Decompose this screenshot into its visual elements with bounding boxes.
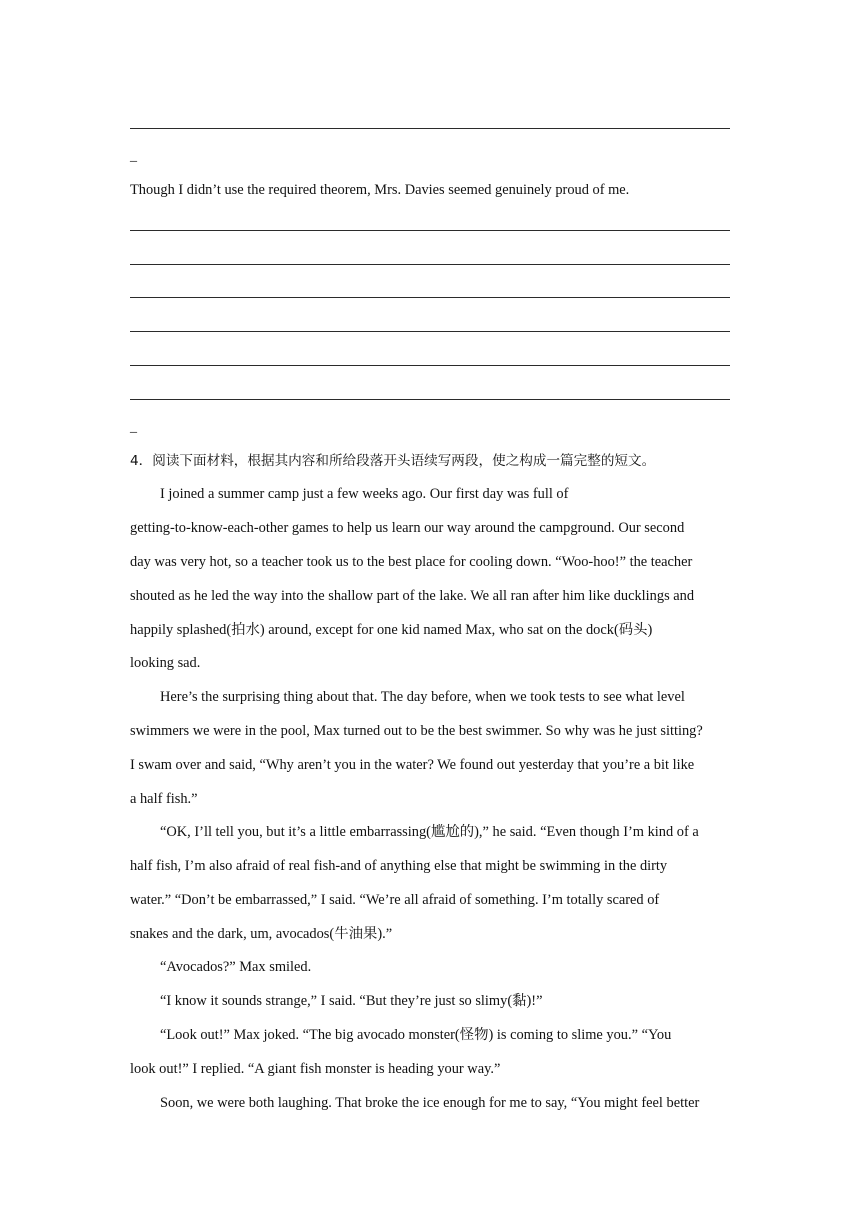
passage-line: half fish, I’m also afraid of real fish-and of anything else that might be swimming in the dirty bbox=[130, 858, 668, 874]
passage-line: “OK, I’ll tell you, but it’s a little embarrassing(尴尬的),” he said. “Even though I’m kind of a bbox=[160, 824, 699, 840]
answer-line-end: _ bbox=[130, 420, 137, 435]
passage-line: look out!” I replied. “A giant fish monster is heading your way.” bbox=[130, 1061, 501, 1077]
passage-line: day was very hot, so a teacher took us to the best place for cooling down. “Woo-hoo!” the teacher bbox=[130, 554, 693, 570]
passage-line: Soon, we were both laughing. That broke the ice enough for me to say, “You might feel better bbox=[160, 1095, 700, 1111]
answer-line bbox=[130, 297, 730, 298]
passage-line: “Look out!” Max joked. “The big avocado monster(怪物) is coming to slime you.” “You bbox=[160, 1027, 672, 1043]
answer-line bbox=[130, 399, 730, 400]
question-4-instruction: 4．阅读下面材料，根据其内容和所给段落开头语续写两段，使之构成一篇完整的短文。 bbox=[130, 453, 656, 469]
answer-line bbox=[130, 365, 730, 366]
passage-line: happily splashed(拍水) around, except for one kid named Max, who sat on the dock(码头) bbox=[130, 622, 653, 638]
passage-line: I swam over and said, “Why aren’t you in the water? We found out yesterday that you’re a bit like bbox=[130, 757, 695, 773]
answer-line bbox=[130, 230, 730, 231]
passage-line: looking sad. bbox=[130, 655, 201, 671]
answer-line bbox=[130, 264, 730, 265]
passage-line: a half fish.” bbox=[130, 791, 198, 807]
passage-line: snakes and the dark, um, avocados(牛油果).” bbox=[130, 926, 393, 942]
given-sentence: Though I didn’t use the required theorem, Mrs. Davies seemed genuinely proud of me. bbox=[130, 182, 630, 198]
answer-line-end: _ bbox=[130, 149, 137, 164]
passage-line: I joined a summer camp just a few weeks ago. Our first day was full of bbox=[160, 486, 569, 502]
passage-line: shouted as he led the way into the shallow part of the lake. We all ran after him like ducklings and bbox=[130, 588, 695, 604]
passage-line: getting-to-know-each-other games to help us learn our way around the campground. Our second bbox=[130, 520, 685, 536]
passage-line: water.” “Don’t be embarrassed,” I said. “We’re all afraid of something. I’m totally scared of bbox=[130, 892, 660, 908]
passage-line: “Avocados?” Max smiled. bbox=[160, 959, 312, 975]
passage-line: swimmers we were in the pool, Max turned out to be the best swimmer. So why was he just sitting? bbox=[130, 723, 703, 739]
answer-line bbox=[130, 331, 730, 332]
answer-line bbox=[130, 128, 730, 129]
passage-line: Here’s the surprising thing about that. The day before, when we took tests to see what level bbox=[160, 689, 685, 705]
passage-line: “I know it sounds strange,” I said. “But they’re just so slimy(黏)!” bbox=[160, 993, 543, 1009]
